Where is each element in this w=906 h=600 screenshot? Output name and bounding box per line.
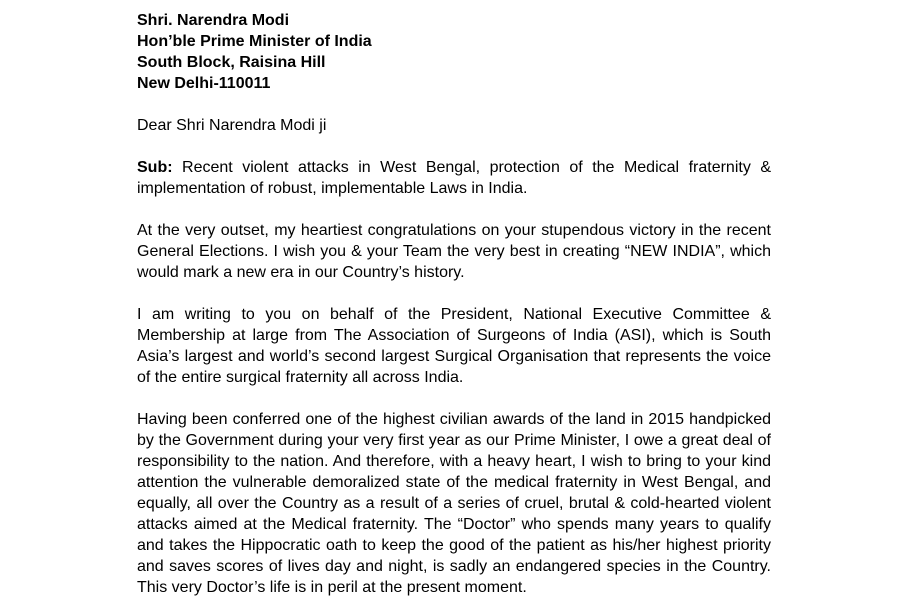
address-street: South Block, Raisina Hill: [137, 54, 326, 71]
address-title: Hon’ble Prime Minister of India: [137, 33, 372, 50]
address-name: Shri. Narendra Modi: [137, 12, 290, 29]
paragraph-concern: Having been conferred one of the highest civilian awards of the land in 2015 handpicked by the Government during your very first year as our Prime Minister, I owe a great deal of responsibility to the nation. And therefore, with a heavy heart, I wish to bring to your kind attention the vulnerable demoralized state of the medical fraternity in West Bengal, and equally, all over the Country as a result of a series of cruel, brutal & cold-hearted violent attacks aimed at the Medical fraternity. The “Doctor” who spends many years to qualify and takes the Hippocratic oath to keep the good of the patient as his/her highest priority and saves scores of lives day and night, is sadly an endangered species in the Country. This very Doctor’s life is in peril at the present moment.: [137, 411, 771, 596]
subject-label: Sub:: [137, 159, 173, 176]
address-city: New Delhi-110011: [137, 75, 271, 92]
subject-line: [137, 157, 771, 199]
subject-text: Recent violent attacks in West Bengal, protection of the Medical fraternity & implementation of robust, implementable Laws in India.: [137, 159, 771, 197]
paragraph-introduction: I am writing to you on behalf of the President, National Executive Committee & Membership at large from The Association of Surgeons of India (ASI), which is South Asia’s largest and world’s second largest Surgical Organisation that represents the voice of the entire surgical fraternity all across India.: [137, 306, 771, 386]
letter-body: [137, 10, 771, 598]
salutation: Dear Shri Narendra Modi ji: [137, 117, 327, 134]
paragraph-congratulations: At the very outset, my heartiest congratulations on your stupendous victory in the recent General Elections. I wish you & your Team the very best in creating “NEW INDIA”, which would mark a new era in our Country’s history.: [137, 222, 771, 281]
recipient-address: [137, 10, 771, 94]
